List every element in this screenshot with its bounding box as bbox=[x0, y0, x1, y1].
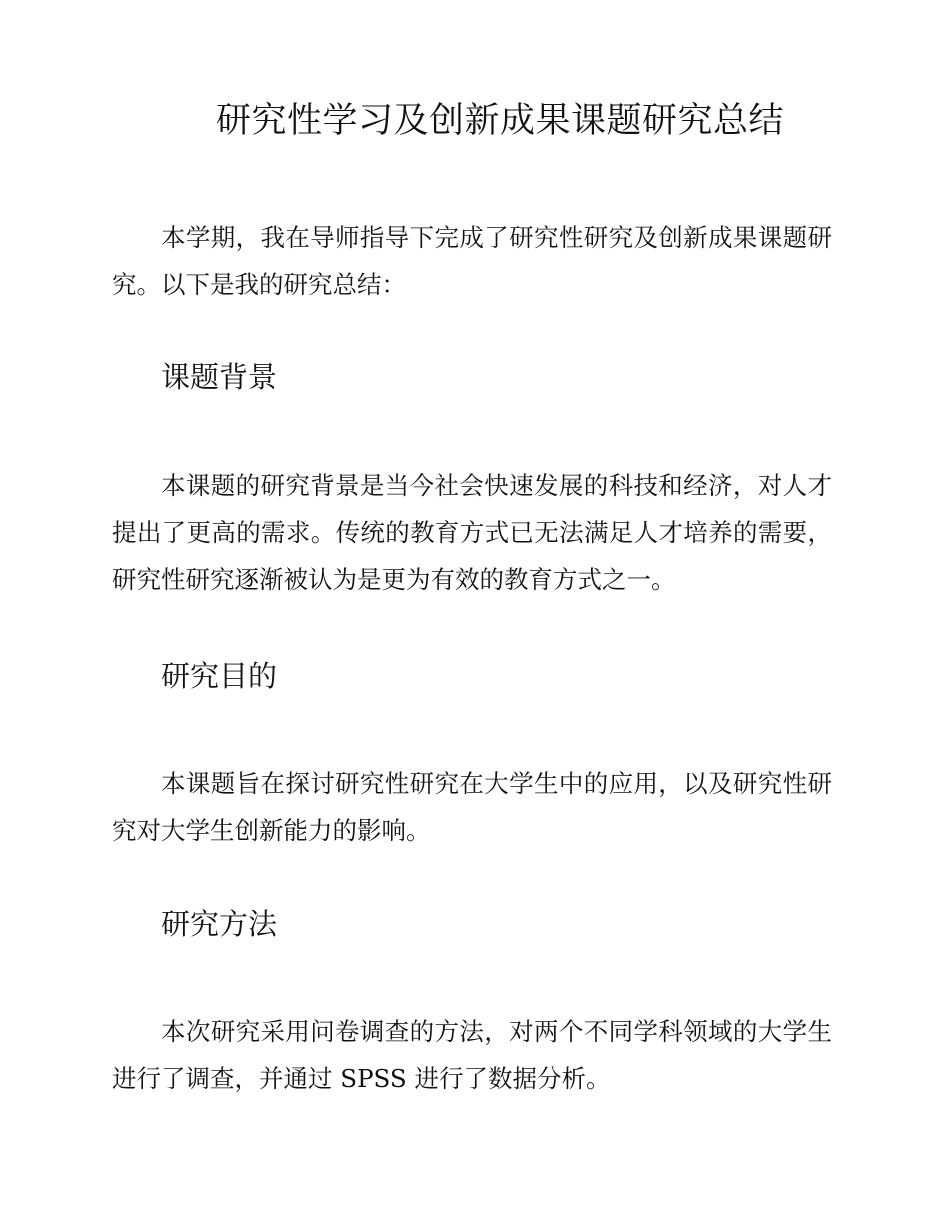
section-heading-method: 研究方法 bbox=[161, 907, 278, 941]
section-body-method: 本次研究采用问卷调查的方法，对两个不同学科领域的大学生进行了调查，并通过 SPSS 进行了数据分析。 bbox=[112, 1017, 832, 1093]
section-heading-purpose: 研究目的 bbox=[161, 659, 278, 693]
section-body-background: 本课题的研究背景是当今社会快速发展的科技和经济，对人才提出了更高的需求。传统的教育方式已无法满足人才培养的需要，研究性研究逐渐被认为是更为有效的教育方式之一。 bbox=[112, 471, 832, 594]
document-title: 研究性学习及创新成果课题研究总结 bbox=[215, 101, 784, 141]
intro-paragraph: 本学期，我在导师指导下完成了研究性研究及创新成果课题研究。以下是我的研究总结： bbox=[112, 223, 832, 299]
section-heading-background: 课题背景 bbox=[161, 360, 278, 394]
section-body-purpose: 本课题旨在探讨研究性研究在大学生中的应用，以及研究性研究对大学生创新能力的影响。 bbox=[112, 769, 832, 845]
